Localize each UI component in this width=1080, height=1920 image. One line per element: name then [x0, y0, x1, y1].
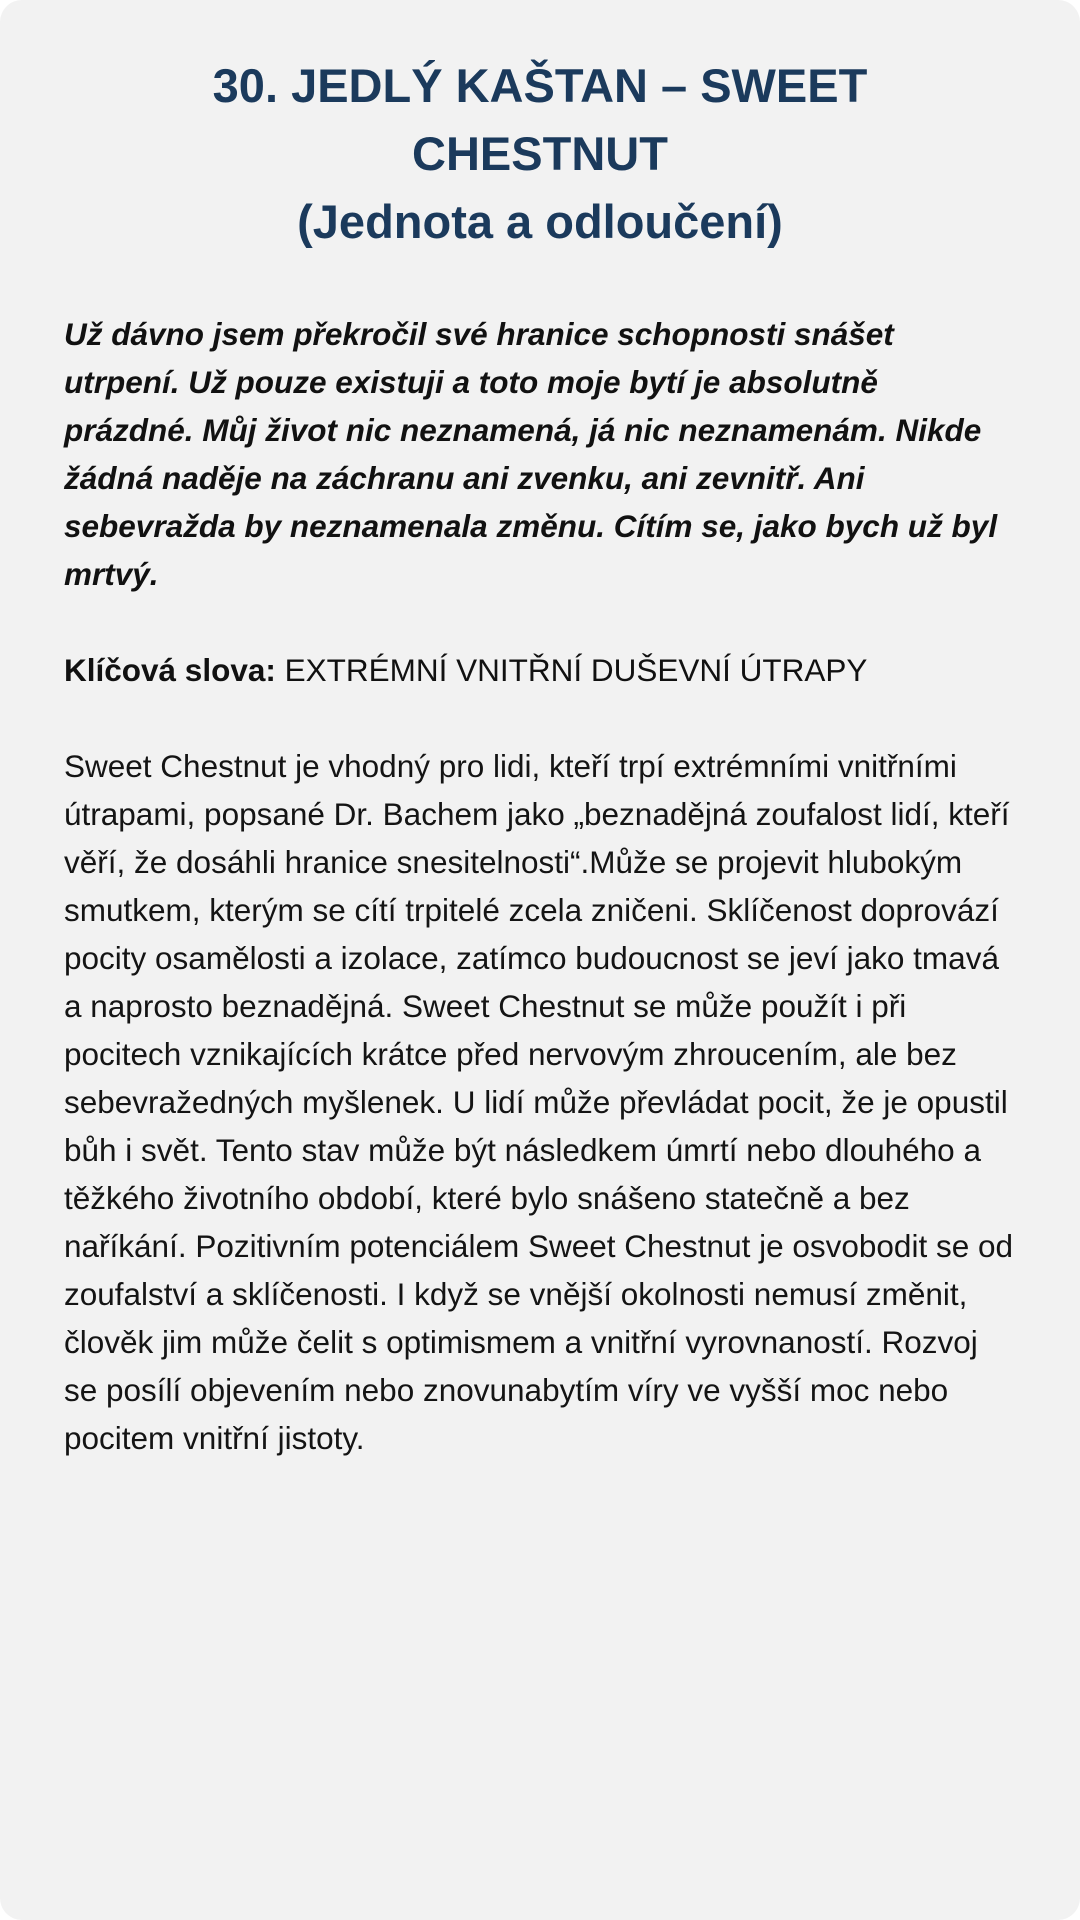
keywords-label: Klíčová slova:	[64, 652, 276, 688]
lead-quote: Už dávno jsem překročil své hranice schopnosti snášet utrpení. Už pouze existuji a toto moje bytí je absolutně prázdné. Můj život nic neznamená, já nic neznamenám. Nikde žádná naděje na záchranu ani zvenku, ani zevnitř. Ani sebevražda by neznamenala změnu. Cítím se, jako bych už byl mrtvý.	[64, 316, 998, 592]
keywords-value: EXTRÉMNÍ VNITŘNÍ DUŠEVNÍ ÚTRAPY	[284, 652, 868, 688]
title-line-2: CHESTNUT	[412, 127, 668, 180]
title-line-1: 30. JEDLÝ KAŠTAN – SWEET	[212, 59, 868, 112]
title-subtitle: (Jednota a odloučení)	[297, 195, 783, 248]
page-title	[64, 52, 1016, 256]
description-paragraph: Sweet Chestnut je vhodný pro lidi, kteří trpí extrémními vnitřními útrapami, popsané Dr. Bachem jako „beznadějná zoufalost lidí, kteří věří, že dosáhli hranice snesitelnosti“.Může se projevit hlubokým smutkem, kterým se cítí trpitelé zcela zničeni. Sklíčenost doprovází pocity osamělosti a izolace, zatímco budoucnost se jeví jako tmavá a naprosto beznadějná. Sweet Chestnut se může použít i při pocitech vznikajících krátce před nervovým zhroucením, ale bez sebevražedných myšlenek. U lidí může převládat pocit, že je opustil bůh i svět. Tento stav může být následkem úmrtí nebo dlouhého a těžkého životního období, které bylo snášeno statečně a bez naříkání. Pozitivním potenciálem Sweet Chestnut je osvobodit se od zoufalství a sklíčenosti. I když se vnější okolnosti nemusí změnit, člověk jim může čelit s optimismem a vnitřní vyrovnaností. Rozvoj se posílí objevením nebo znovunabytím víry ve vyšší moc nebo pocitem vnitřní jistoty.	[64, 748, 1014, 1456]
keywords-line	[64, 646, 1016, 694]
